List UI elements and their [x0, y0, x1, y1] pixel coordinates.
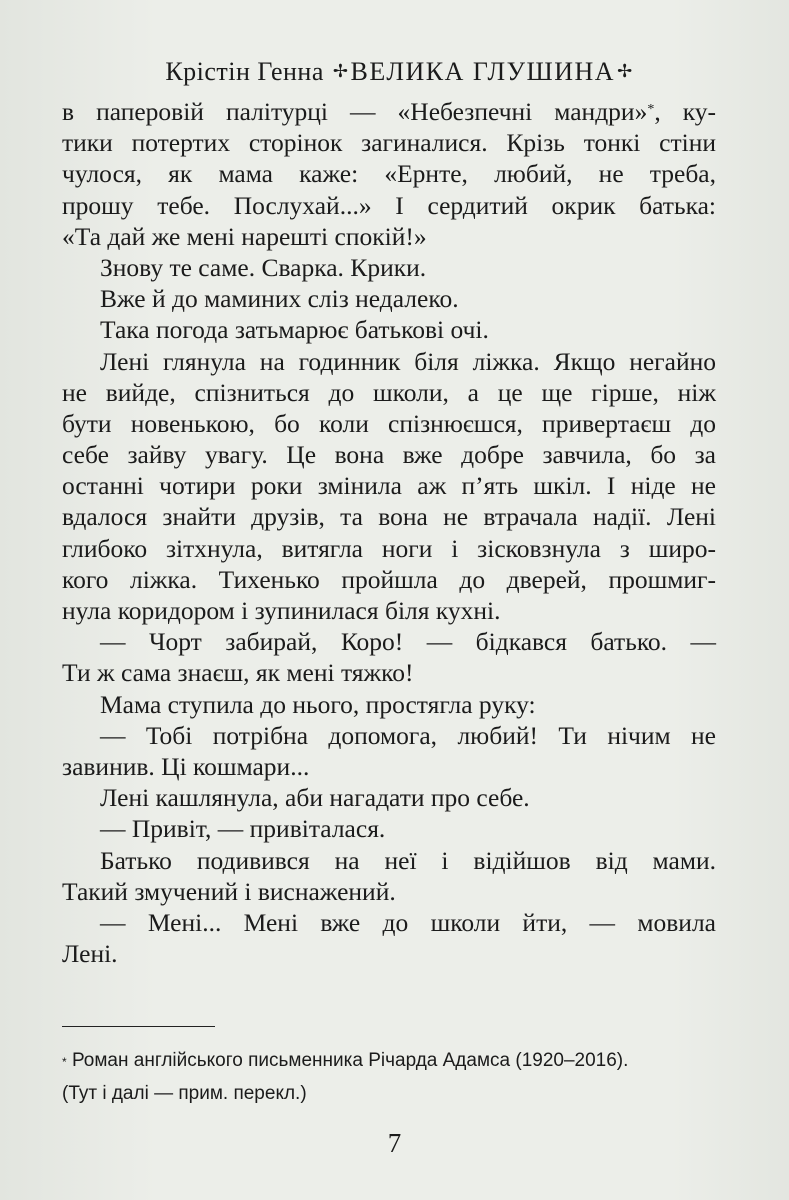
paragraph-start: — Мені... Мені вже до школи йти, — мовила: [100, 907, 716, 937]
footnote-marker: *: [62, 1055, 67, 1069]
text-line: тики потертих сторінок загиналися. Крізь тонкі стіни: [62, 128, 716, 158]
header-author: Крістін Генна: [165, 57, 324, 86]
footnote-marker: *: [647, 102, 655, 117]
page-number: 7: [387, 1128, 402, 1158]
paragraph-start: Батько подивився на неї і відійшов від мами.: [100, 845, 716, 875]
footnote-line: * Роман англійського письменника Річарда Адамса (1920–2016).: [62, 1050, 629, 1071]
text-line: в паперовій палітурці — «Небезпечні мандри»*, ку-: [62, 97, 716, 126]
footnote-divider: [62, 1026, 215, 1027]
text-line: вдалося знайти друзів, та вона не втрачала надії. Лені: [62, 502, 716, 532]
ornament-icon: ✢: [617, 61, 633, 81]
text-line: останні чотири роки змінила аж п’ять шкіл. І ніде не: [62, 471, 716, 501]
text-line: себе зайву увагу. Це вона вже добре завчила, бо за: [62, 440, 716, 470]
text-line: Такий змучений і виснажений.: [62, 876, 396, 906]
text-line: Лені.: [62, 939, 118, 969]
paragraph-start: Вже й до маминих сліз недалеко.: [100, 284, 459, 314]
paragraph-start: — Чорт забирай, Коро! — бідкався батько. —: [100, 627, 716, 657]
paragraph-start: Мама ступила до нього, простягла руку:: [100, 689, 536, 719]
paragraph-start: Лені кашлянула, аби нагадати про себе.: [100, 783, 530, 813]
text-line: «Та дай же мені нарешті спокій!»: [62, 221, 427, 251]
text-line: прошу тебе. Послухай...» І сердитий окрик батька:: [62, 190, 716, 220]
text-line: Ти ж сама знаєш, як мені тяжко!: [62, 658, 414, 688]
ornament-icon: ✢: [332, 61, 349, 81]
footnote: [62, 1044, 722, 1110]
footnote-line: (Тут і далі — прим. перекл.): [62, 1083, 307, 1104]
text-line: бути новенькою, бо коли спізнюєшся, привертаєш до: [62, 408, 716, 438]
main-text: [62, 96, 716, 969]
paragraph-start: Така погода затьмарює батькові очі.: [100, 315, 489, 345]
running-header: [60, 57, 740, 87]
text-line: глибоко зітхнула, витягла ноги і зісковзнула з широ-: [62, 533, 716, 563]
header-book-title: ВЕЛИКА ГЛУШИНА: [350, 57, 616, 86]
paragraph-start: — Привіт, — привіталася.: [100, 814, 386, 844]
text-line: кого ліжка. Тихенько пройшла до дверей, прошмиг-: [62, 564, 716, 594]
text-line: завинив. Ці кошмари...: [62, 751, 310, 781]
text-line: чулося, як мама каже: «Ернте, любий, не треба,: [62, 159, 716, 189]
text-line: не вийде, спізниться до школи, а це ще гірше, ніж: [62, 377, 716, 407]
paragraph-start: — Тобі потрібна допомога, любий! Ти нічим не: [100, 720, 716, 750]
text-line: нула коридором і зупинилася біля кухні.: [62, 596, 501, 625]
paragraph-start: Лені глянула на годинник біля ліжка. Якщо негайно: [100, 346, 716, 376]
paragraph-start: Знову те саме. Сварка. Крики.: [100, 252, 427, 282]
